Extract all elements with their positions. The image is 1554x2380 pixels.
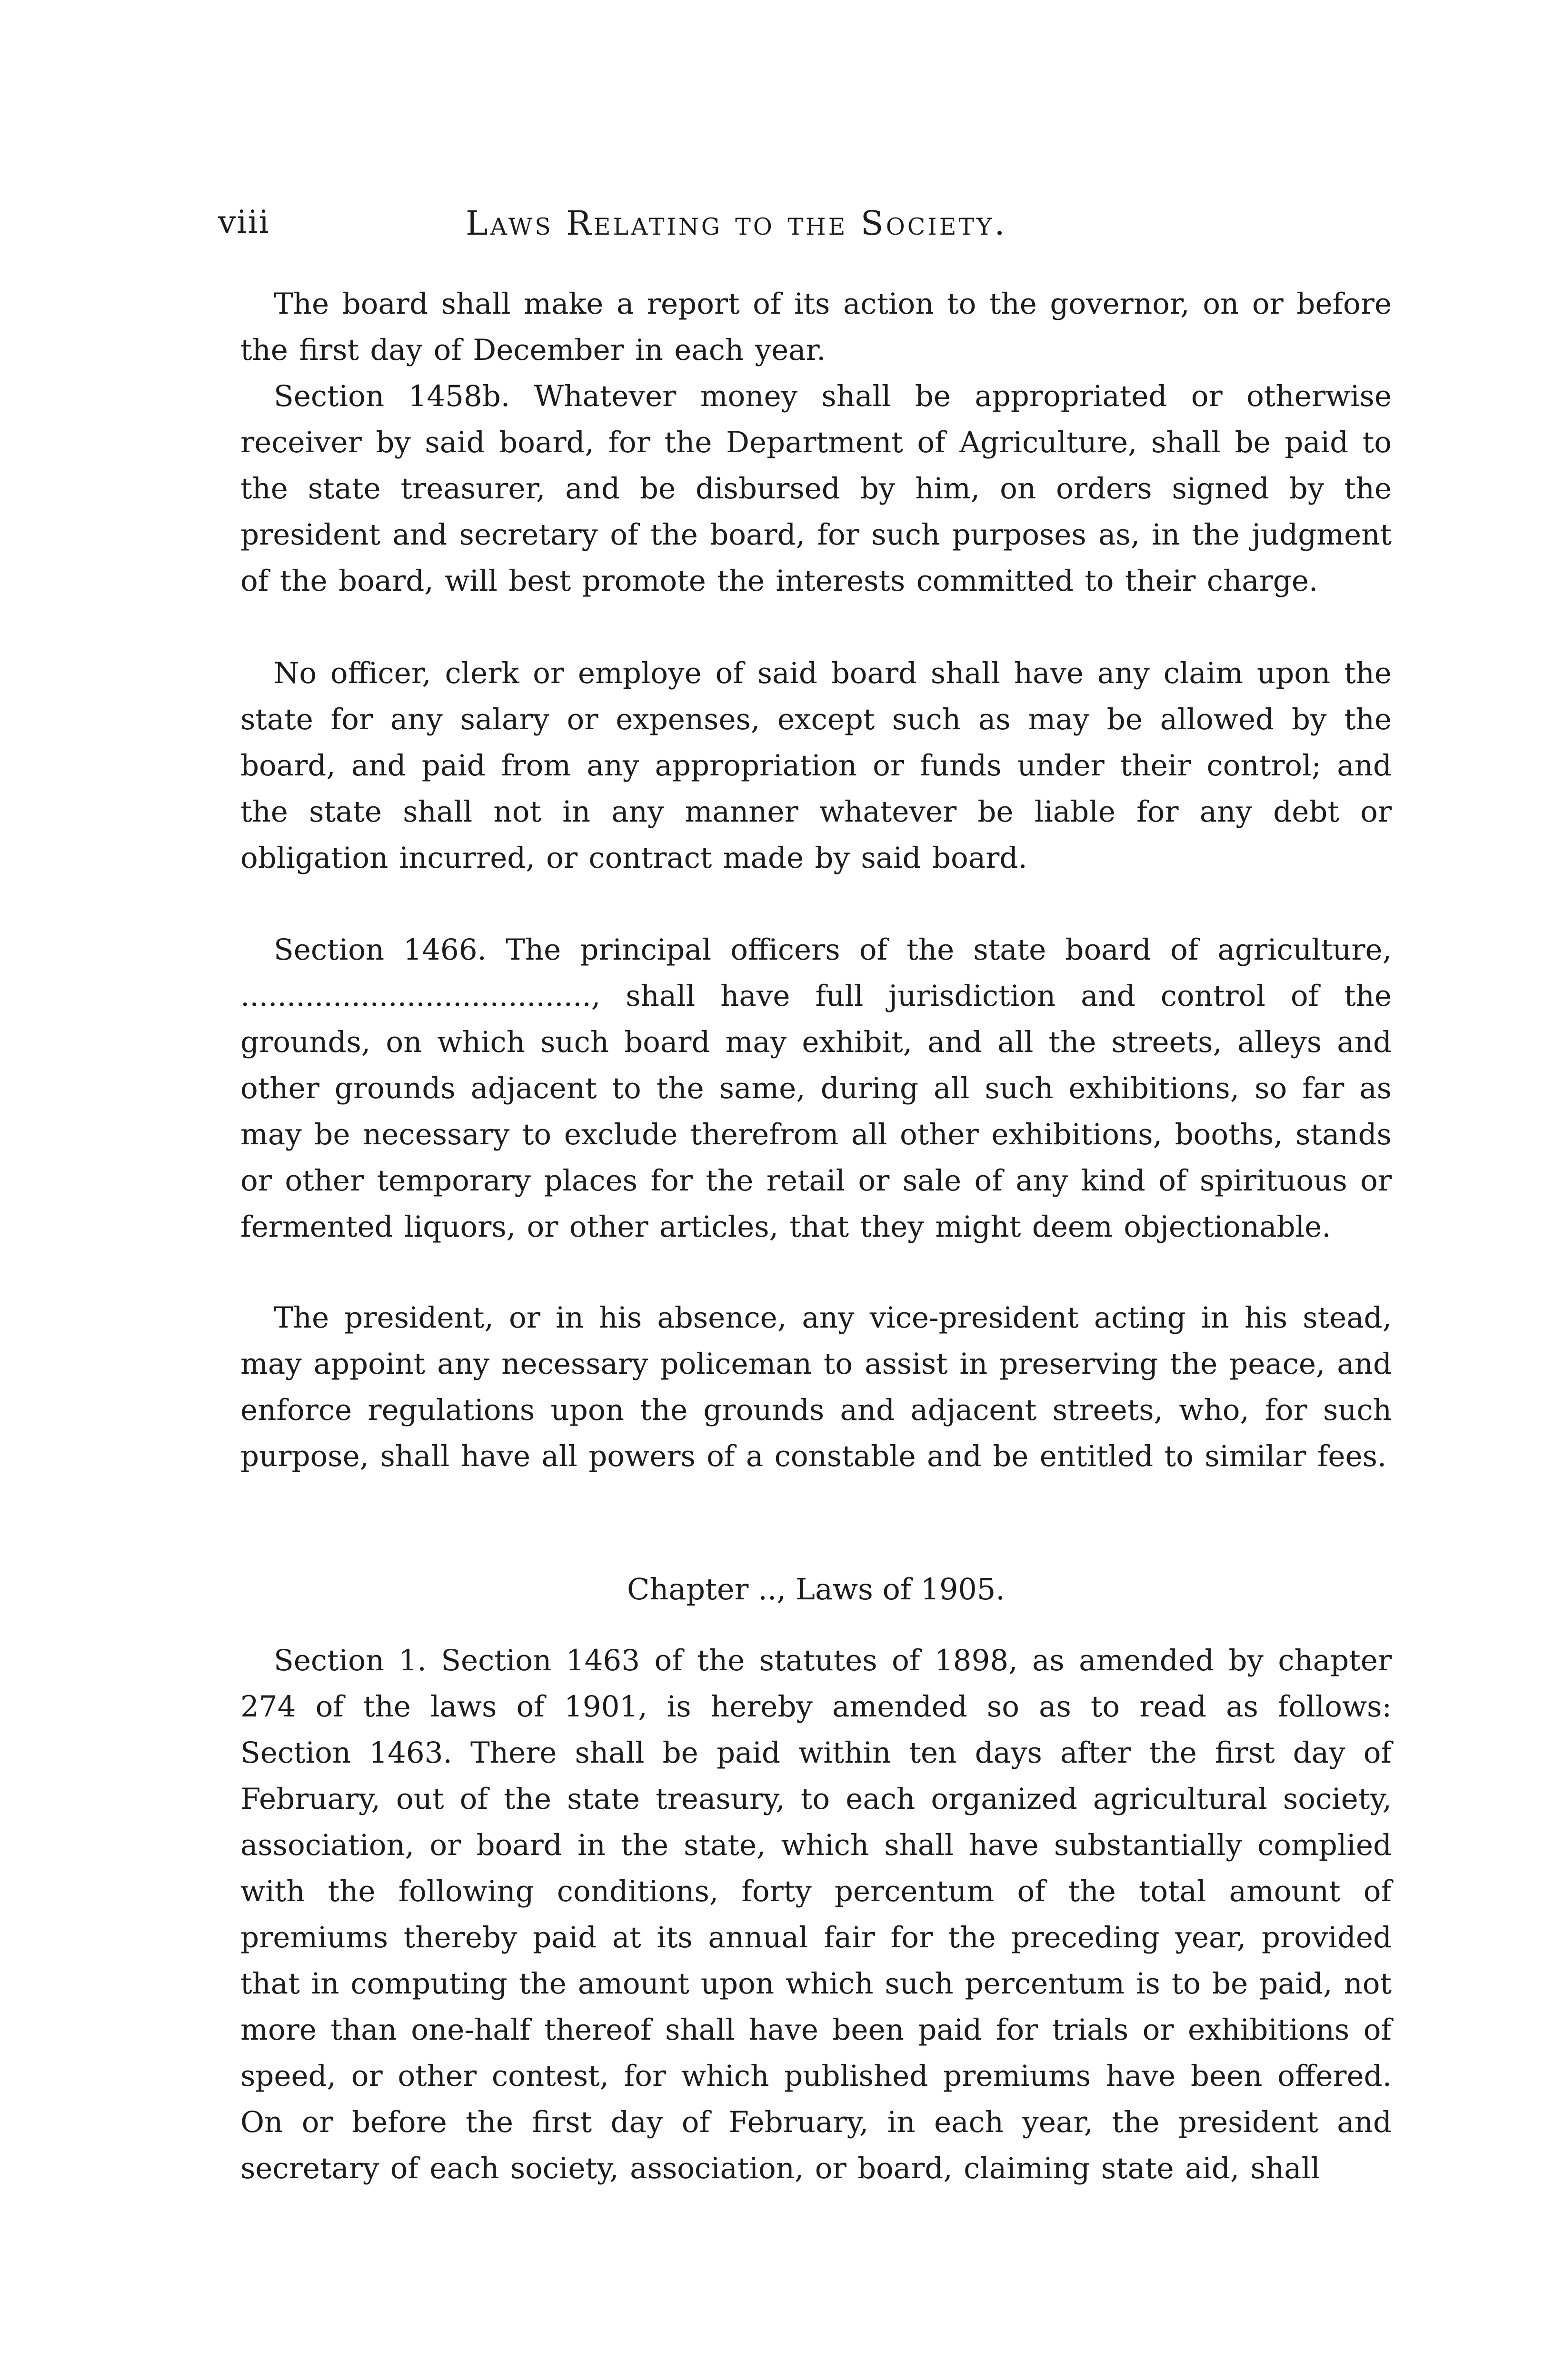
paragraph-section-1458b: Section 1458b. Whatever money shall be appropriated or otherwise receiver by said board, for the Department of Agriculture, shall be paid to the state treasurer, and be disbursed by him, on orders signed by the president and secretary of the board, for such purposes as, in the judgment of the board, will best promote the interests committed to their charge. [240,379,1392,598]
paragraph-board-report: The board shall make a report of its action to the governor, on or before the first day of December in each year. [240,287,1392,367]
chapter-heading: Chapter .., Laws of 1905. [627,1572,1005,1606]
page-header [218,204,1389,251]
page-number: viii [218,204,270,240]
paragraph-chapter-section-1: Section 1. Section 1463 of the statutes of 1898, as amended by chapter 274 of the laws of 1901, is hereby amended so as to read as follows: Section 1463. There shall be paid within ten days after the first day of February, out of the state treasury, to each organized agricultural society, association, or board in the state, which shall have substantially complied with the following conditions, forty percentum of the total amount of premiums thereby paid at its annual fair for the preceding year, provided that in computing the amount upon which such percentum is to be paid, not more than one-half thereof shall have been paid for trials or exhibitions of speed, or other contest, for which published premiums have been offered. On or before the first day of February, in each year, the president and secretary of each society, association, or board, claiming state aid, shall [240,1644,1392,2185]
paragraph-section-1466: Section 1466. The principal officers of the state board of agriculture, ......................................, shall have full jurisdiction and control of the grounds, on which such board may exhibit, and all the streets, alleys and other grounds adjacent to the same, during all such exhibitions, so far as may be necessary to exclude therefrom all other exhibitions, booths, stands or other temporary places for the retail or sale of any kind of spirituous or fermented liquors, or other articles, that they might deem objectionable. [240,933,1392,1244]
paragraph-officer-claims: No officer, clerk or employe of said board shall have any claim upon the state for any salary or expenses, except such as may be allowed by the board, and paid from any appropriation or funds under their control; and the state shall not in any manner whatever be liable for any debt or obligation incurred, or contract made by said board. [240,656,1392,875]
paragraph-president-policeman: The president, or in his absence, any vice-president acting in his stead, may appoint any necessary policeman to assist in preserving the peace, and enforce regulations upon the grounds and adjacent streets, who, for such purpose, shall have all powers of a constable and be entitled to similar fees. [240,1301,1392,1473]
running-head: Laws Relating to the Society. [466,204,1007,243]
